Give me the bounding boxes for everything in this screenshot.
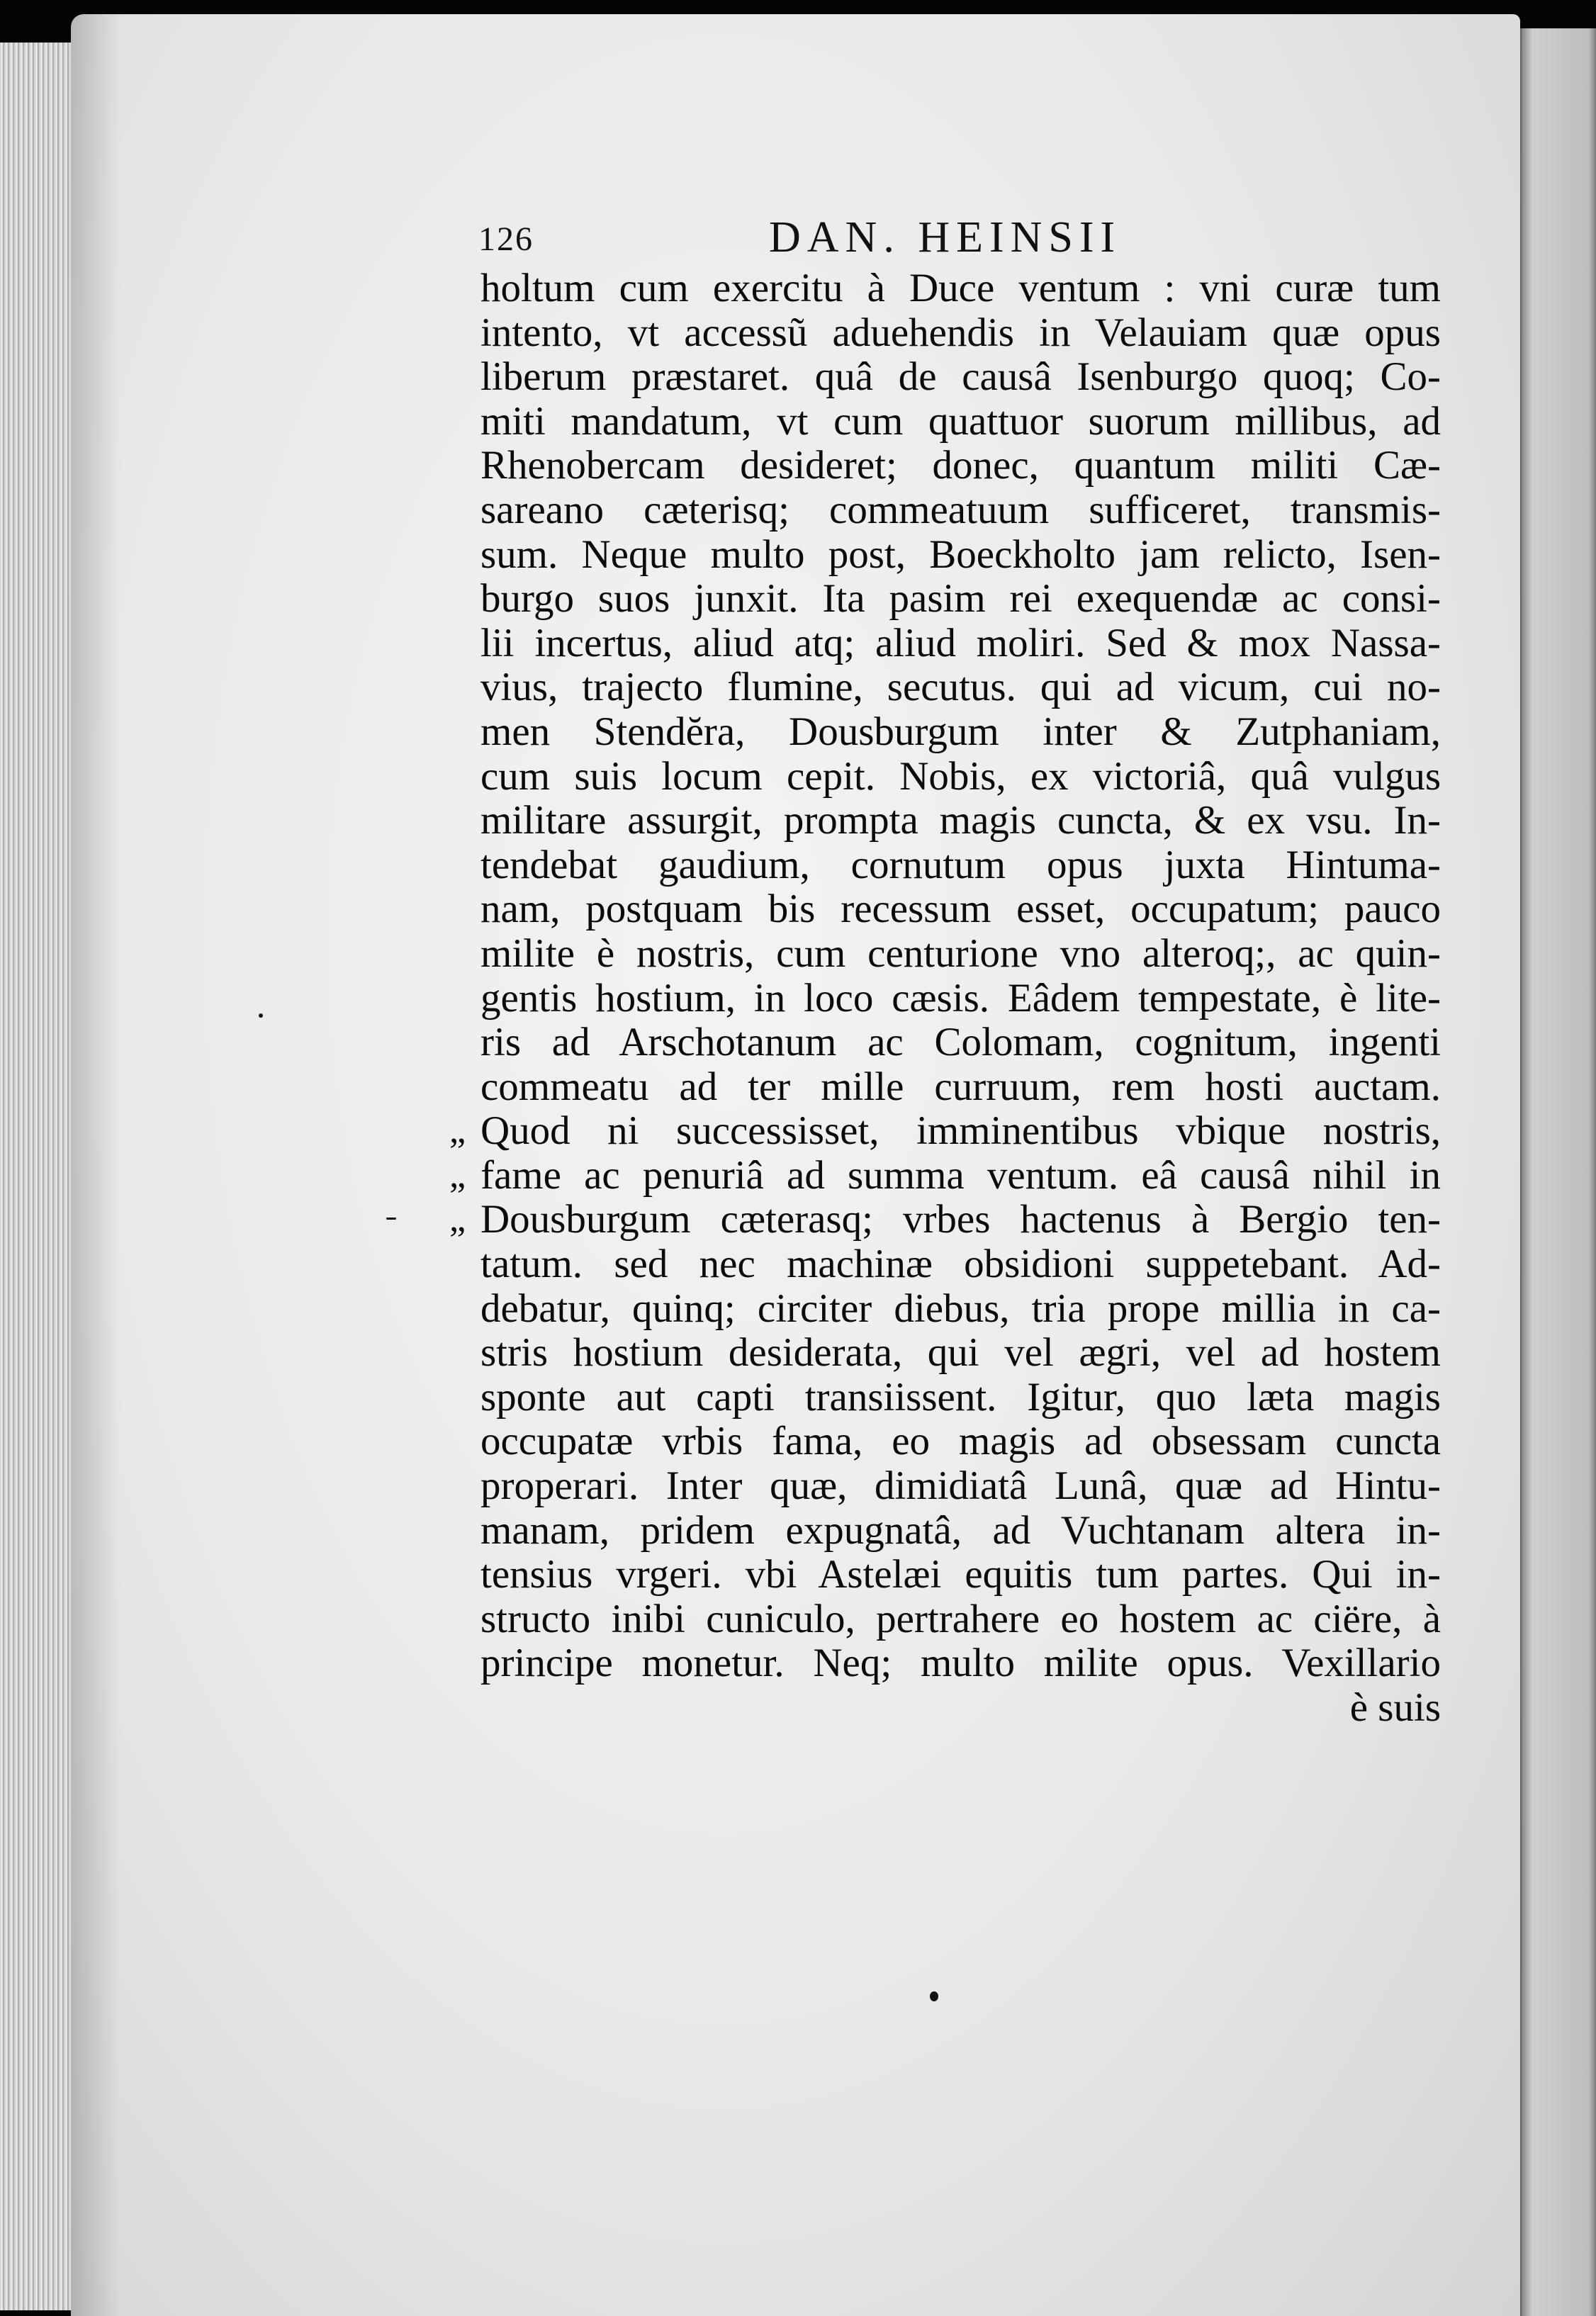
quotation-marker: „	[449, 1199, 466, 1240]
ink-speck	[259, 1013, 263, 1018]
text-line	[481, 311, 1441, 356]
text-line-content: Rhenobercam desideret; donec, quantum militi Cæ-	[481, 443, 1441, 488]
quotation-marker: „	[449, 1154, 466, 1196]
text-line-content: commeatu ad ter mille curruum, rem hosti auctam.	[481, 1064, 1441, 1109]
text-line-content: nam, postquam bis recessum esset, occupatum; pauco	[481, 887, 1441, 932]
text-line-content: occupatæ vrbis fama, eo magis ad obsessam cuncta	[481, 1419, 1441, 1464]
text-line-content: miti mandatum, vt cum quattuor suorum millibus, ad	[481, 398, 1441, 444]
text-line-content: structo inibi cuniculo, pertrahere eo hostem ac ciëre, à	[481, 1596, 1441, 1641]
ink-speck	[386, 1218, 396, 1220]
text-line	[481, 1641, 1441, 1686]
text-line-content: intento, vt accessũ aduehendis in Velauiam quæ opus	[481, 310, 1441, 355]
text-line-content: liberum præstaret. quâ de causâ Isenburgo quoq; Co-	[481, 354, 1441, 400]
page-header	[478, 207, 1428, 271]
running-head: DAN. HEINSII	[769, 213, 1122, 262]
text-line-content: burgo suos junxit. Ita pasim rei exequendæ ac consi-	[481, 576, 1441, 622]
text-line-content: Dousburgum cæterasq; vrbes hactenus à Bergio ten-	[481, 1197, 1441, 1242]
text-line-content: debatur, quinq; circiter diebus, tria prope millia in ca-	[481, 1286, 1441, 1331]
text-line	[481, 755, 1441, 799]
text-line-content: tatum. sed nec machinæ obsidioni suppetebant. Ad-	[481, 1242, 1441, 1287]
page-number: 126	[478, 220, 534, 258]
text-line	[481, 1553, 1441, 1597]
text-line-content: tensius vrgeri. vbi Astelæi equitis tum partes. Qui in-	[481, 1552, 1441, 1597]
text-line	[481, 577, 1441, 622]
text-line	[481, 887, 1441, 932]
text-line	[481, 533, 1441, 578]
text-line-content: stris hostium desiderata, qui vel ægri, vel ad hostem	[481, 1330, 1441, 1376]
text-line	[481, 932, 1441, 977]
text-line	[449, 1152, 1441, 1198]
text-line	[449, 1197, 1441, 1242]
text-line-content: lii incertus, aliud atq; aliud moliri. Sed & mox Nassa-	[481, 620, 1441, 665]
text-line-content: holtum cum exercitu à Duce ventum : vni curæ tum	[481, 266, 1441, 310]
text-line	[481, 1331, 1441, 1376]
text-line-content: militare assurgit, prompta magis cuncta, & ex vsu. In-	[481, 798, 1441, 843]
text-line	[481, 266, 1441, 311]
text-line-content: sponte aut capti transiissent. Igitur, quo læta magis	[481, 1374, 1441, 1420]
text-line	[481, 622, 1441, 666]
text-line	[481, 1376, 1441, 1420]
text-line-content: tendebat gaudium, cornutum opus juxta Hintuma-	[481, 842, 1441, 887]
text-line	[481, 1021, 1441, 1065]
text-line	[481, 1287, 1441, 1332]
text-line-content: manam, pridem expugnatâ, ad Vuchtanam altera in-	[481, 1507, 1441, 1553]
text-line	[481, 843, 1441, 888]
text-line-content: Quod ni successisset, imminentibus vbique nostris,	[481, 1108, 1441, 1154]
text-line	[449, 1108, 1441, 1154]
facing-page-edge	[1518, 28, 1596, 2316]
text-line-content: fame ac penuriâ ad summa ventum. eâ causâ nihil in	[481, 1152, 1441, 1198]
text-line	[481, 1509, 1441, 1553]
text-line-content: gentis hostium, in loco cæsis. Eâdem tempestate, è lite-	[481, 975, 1441, 1021]
text-line-content: sareano cæterisq; commeatuum sufficeret, transmis-	[481, 487, 1441, 532]
ink-speck	[930, 1991, 938, 2001]
text-line	[481, 444, 1441, 488]
text-line-content: properari. Inter quæ, dimidiatâ Lunâ, quæ ad Hintu-	[481, 1463, 1441, 1509]
text-line-content: men Stendĕra, Dousburgum inter & Zutphaniam,	[481, 709, 1441, 754]
text-line-content: sum. Neque multo post, Boeckholto jam relicto, Isen-	[481, 532, 1441, 577]
catchword: è suis	[1349, 1685, 1441, 1730]
text-line-content: ris ad Arschotanum ac Colomam, cognitum, ingenti	[481, 1020, 1441, 1065]
quotation-marker: „	[449, 1111, 466, 1152]
text-line-content: principe monetur. Neq; multo milite opus. Vexillario	[481, 1641, 1441, 1686]
body-text	[449, 266, 1441, 1731]
text-line	[481, 488, 1441, 533]
gutter-shadow	[71, 14, 120, 2316]
text-line-content: milite è nostris, cum centurione vno alteroq;, ac quin-	[481, 931, 1441, 976]
text-line	[481, 665, 1441, 710]
text-line	[481, 400, 1441, 444]
text-line-content: vius, trajecto flumine, secutus. qui ad vicum, cui no-	[481, 665, 1441, 710]
text-line	[481, 1242, 1441, 1287]
text-line	[481, 799, 1441, 843]
text-line	[481, 1464, 1441, 1509]
text-line	[481, 1597, 1441, 1642]
text-line	[481, 355, 1441, 400]
text-line	[481, 1065, 1441, 1110]
page-edges-left	[0, 43, 78, 2310]
text-line	[481, 1420, 1441, 1464]
text-line-content: cum suis locum cepit. Nobis, ex victoriâ, quâ vulgus	[481, 753, 1441, 799]
text-line	[481, 710, 1441, 755]
text-line	[481, 977, 1441, 1021]
